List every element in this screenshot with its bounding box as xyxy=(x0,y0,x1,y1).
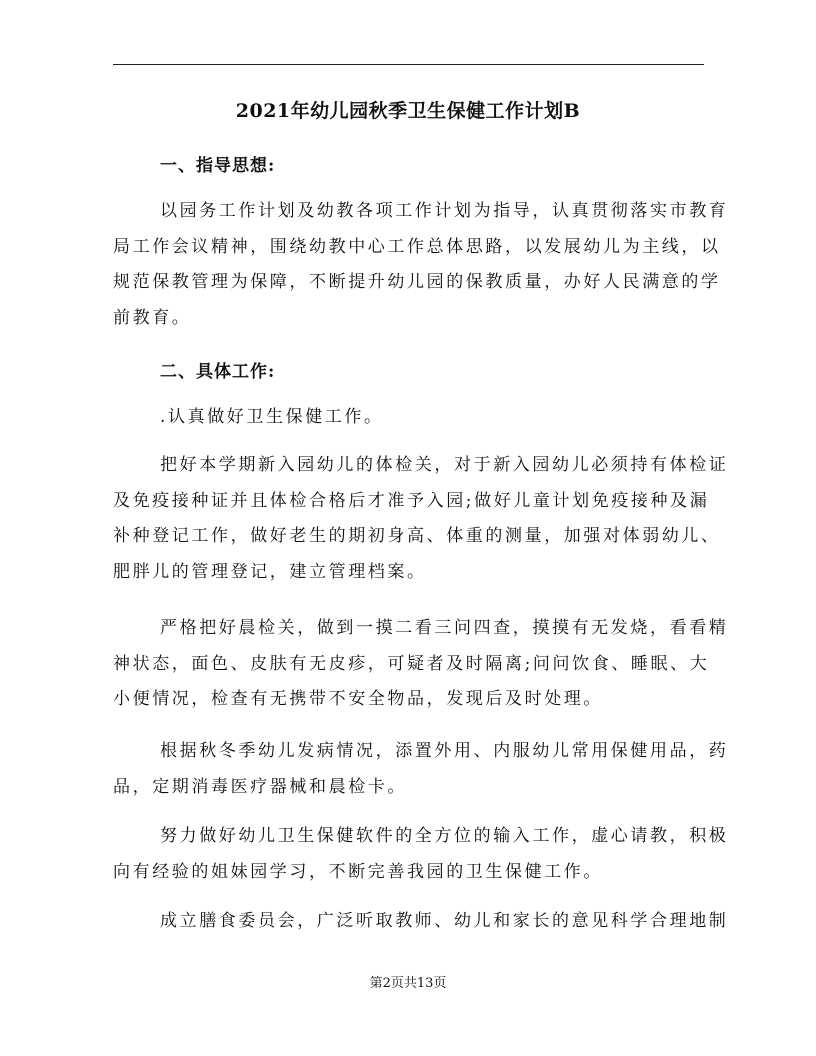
paragraph xyxy=(113,448,729,590)
paragraph-line: 局工作会议精神，围绕幼教中心工作总体思路，以发展幼儿为主线，以 xyxy=(113,236,721,257)
document-title: 2021年幼儿园秋季卫生保健工作计划B xyxy=(235,100,581,122)
paragraph-line: 严格把好晨检关，做到一摸二看三问四查，摸摸有无发烧，看看精 xyxy=(160,618,729,638)
paragraph xyxy=(113,819,729,890)
paragraph-line: 补种登记工作，做好老生的期初身高、体重的测量，加强对体弱幼儿、 xyxy=(113,526,721,546)
header-rule xyxy=(113,64,704,65)
paragraph xyxy=(113,194,729,336)
paragraph-line: 前教育。 xyxy=(113,307,192,328)
paragraph-line: 肥胖儿的管理登记，建立管理档案。 xyxy=(113,561,427,582)
paragraph-line: 根据秋冬季幼儿发病情况，添置外用、内服幼儿常用保健用品，药 xyxy=(160,741,729,761)
paragraph-line: 把好本学期新入园幼儿的体检关，对于新入园幼儿必须持有体检证 xyxy=(160,455,729,475)
paragraph-line: 规范保教管理为保障，不断提升幼儿园的保教质量，办好人民满意的学 xyxy=(113,272,721,292)
paragraph-line: 小便情况，检查有无携带不安全物品，发现后及时处理。 xyxy=(113,689,603,709)
paragraph-line: 品，定期消毒医疗器械和晨检卡。 xyxy=(113,776,407,797)
paragraph xyxy=(113,611,729,718)
paragraph-line: 努力做好幼儿卫生保健软件的全方位的输入工作，虚心请教，积极 xyxy=(160,826,729,846)
paragraph xyxy=(113,734,729,805)
paragraph-line: 向有经验的姐妹园学习，不断完善我园的卫生保健工作。 xyxy=(113,861,603,882)
paragraph-line: 及免疫接种证并且体检合格后才准予入园;做好儿童计划免疫接种及漏 xyxy=(113,490,710,511)
paragraph-line: 成立膳食委员会，广泛听取教师、幼儿和家长的意见科学合理地制 xyxy=(160,911,729,931)
paragraph xyxy=(113,400,713,436)
paragraph xyxy=(113,904,729,940)
page-number: 第2页共13页 xyxy=(369,976,447,991)
paragraph-line: 神状态，面色、皮肤有无皮疹，可疑者及时隔离;问问饮食、睡眠、大 xyxy=(113,653,710,674)
section-heading-specific-work: 二、具体工作: xyxy=(160,362,276,382)
paragraph-line: 以园务工作计划及幼教各项工作计划为指导，认真贯彻落实市教育 xyxy=(160,201,729,221)
paragraph-line: .认真做好卫生保健工作。 xyxy=(160,407,384,427)
section-heading-guiding-ideology: 一、指导思想: xyxy=(160,156,276,176)
